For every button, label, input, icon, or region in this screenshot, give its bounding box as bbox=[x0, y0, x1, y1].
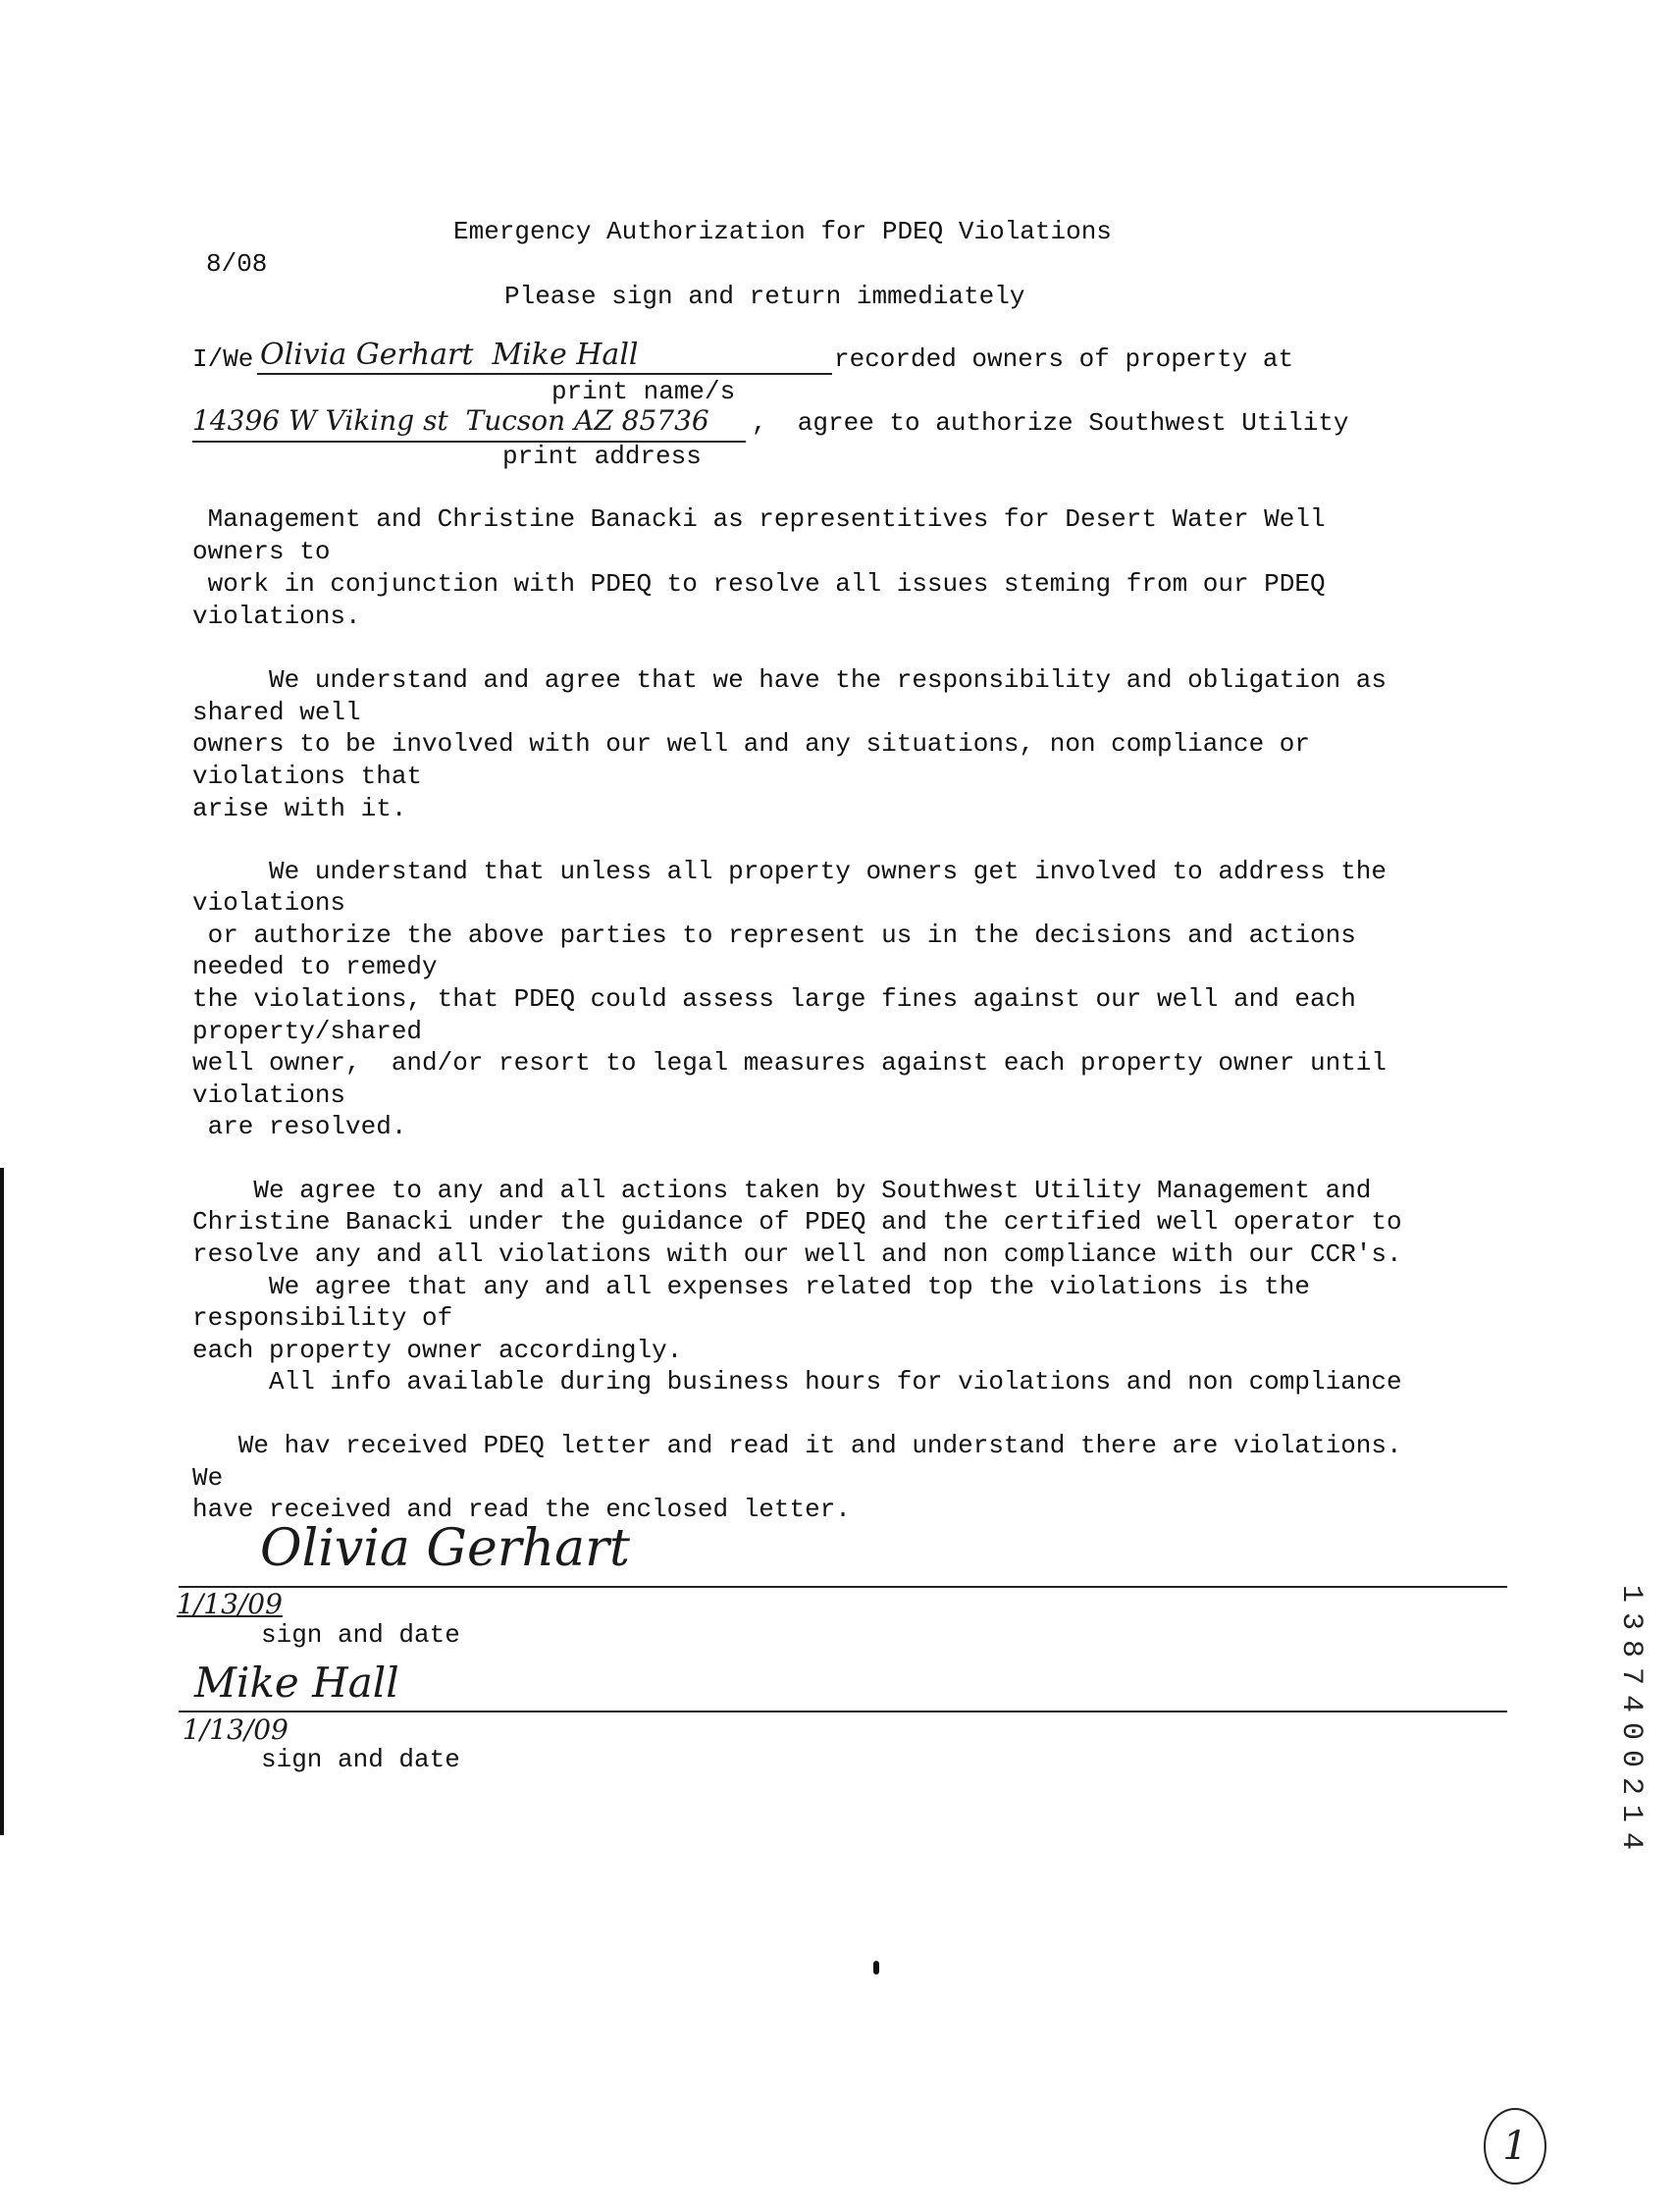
stamp-digit: 1 bbox=[1614, 1584, 1648, 1603]
stamp-digit: 0 bbox=[1614, 1749, 1648, 1767]
p4-line: All info available during business hours for violations and non compliance bbox=[192, 1367, 1402, 1396]
p3-line: needed to remedy bbox=[192, 952, 438, 981]
stamp-digit: 4 bbox=[1614, 1694, 1648, 1712]
owners-names-handwritten: Olivia Gerhart Mike Hall bbox=[260, 338, 639, 372]
p4-line: resolve any and all violations with our well and non compliance with our CCR's. bbox=[192, 1239, 1402, 1269]
document-title: Emergency Authorization for PDEQ Violations bbox=[453, 217, 1112, 246]
stamp-digit: 1 bbox=[1614, 1804, 1648, 1822]
p4-line: Christine Banacki under the guidance of PDEQ and the certified well operator to bbox=[192, 1207, 1402, 1237]
p4-line: each property owner accordingly. bbox=[192, 1336, 683, 1365]
p3-line: well owner, and/or resort to legal measures against each property owner until bbox=[192, 1048, 1387, 1078]
p1-line: Management and Christine Banacki as representitives for Desert Water Well bbox=[192, 504, 1326, 534]
stamp-digit: 0 bbox=[1614, 1721, 1648, 1740]
p3-line: violations bbox=[192, 888, 346, 918]
scan-speck bbox=[873, 1961, 879, 1975]
p1-line: work in conjunction with PDEQ to resolve all issues steming from our PDEQ bbox=[192, 569, 1326, 599]
side-stamp-number bbox=[1614, 1580, 1648, 1855]
p4-line: responsibility of bbox=[192, 1303, 453, 1333]
signature-date-2: 1/13/09 bbox=[183, 1713, 288, 1746]
signature-olivia: Olivia Gerhart bbox=[260, 1519, 630, 1578]
date-code: 8/08 bbox=[206, 249, 268, 279]
p2-line: arise with it. bbox=[192, 794, 407, 823]
page-number-circle bbox=[1484, 2108, 1546, 2185]
owners-prefix: I/We bbox=[192, 344, 254, 374]
address-handwritten: 14396 W Viking st Tucson AZ 85736 bbox=[192, 404, 709, 437]
stamp-digit: 8 bbox=[1614, 1639, 1648, 1658]
p3-line: are resolved. bbox=[192, 1112, 407, 1141]
p2-line: violations that bbox=[192, 762, 423, 791]
p5-line: have received and read the enclosed letter. bbox=[192, 1495, 851, 1524]
stamp-digit: 3 bbox=[1614, 1611, 1648, 1630]
p5-line: We hav received PDEQ letter and read it and understand there are violations. bbox=[192, 1431, 1402, 1460]
owners-names-underline bbox=[257, 373, 832, 375]
scan-margin-bar bbox=[0, 1168, 4, 1835]
signature-date-1: 1/13/09 bbox=[177, 1588, 283, 1620]
p3-line: the violations, that PDEQ could assess large fines against our well and each bbox=[192, 984, 1356, 1014]
stamp-digit: 2 bbox=[1614, 1776, 1648, 1795]
sign-caption-2: sign and date bbox=[261, 1745, 460, 1774]
p2-line: shared well bbox=[192, 698, 361, 727]
signature-mike: Mike Hall bbox=[194, 1659, 399, 1707]
p3-line: property/shared bbox=[192, 1017, 423, 1046]
p2-line: We understand and agree that we have the responsibility and obligation as bbox=[192, 665, 1387, 695]
p1-line: violations. bbox=[192, 602, 361, 631]
page-number: 1 bbox=[1502, 2124, 1528, 2169]
instruction-line: Please sign and return immediately bbox=[504, 282, 1025, 311]
p3-line: or authorize the above parties to represent us in the decisions and actions bbox=[192, 921, 1356, 950]
signature-line-2 bbox=[179, 1711, 1507, 1712]
p4-line: We agree to any and all actions taken by Southwest Utility Management and bbox=[192, 1176, 1372, 1205]
stamp-digit: 7 bbox=[1614, 1666, 1648, 1685]
p5-line: We bbox=[192, 1463, 224, 1493]
signature-line-1 bbox=[179, 1586, 1507, 1588]
p4-line: We agree that any and all expenses related top the violations is the bbox=[192, 1272, 1310, 1301]
p3-line: violations bbox=[192, 1080, 346, 1110]
p3-line: We understand that unless all property owners get involved to address the bbox=[192, 857, 1387, 886]
address-suffix: , agree to authorize Southwest Utility bbox=[752, 408, 1349, 438]
sign-caption-1: sign and date bbox=[261, 1620, 460, 1650]
address-caption: print address bbox=[502, 442, 702, 471]
stamp-digit: 4 bbox=[1614, 1831, 1648, 1850]
owners-suffix: recorded owners of property at bbox=[834, 344, 1294, 374]
p1-line: owners to bbox=[192, 537, 331, 566]
names-caption: print name/s bbox=[551, 377, 736, 406]
p2-line: owners to be involved with our well and any situations, non compliance or bbox=[192, 729, 1310, 759]
